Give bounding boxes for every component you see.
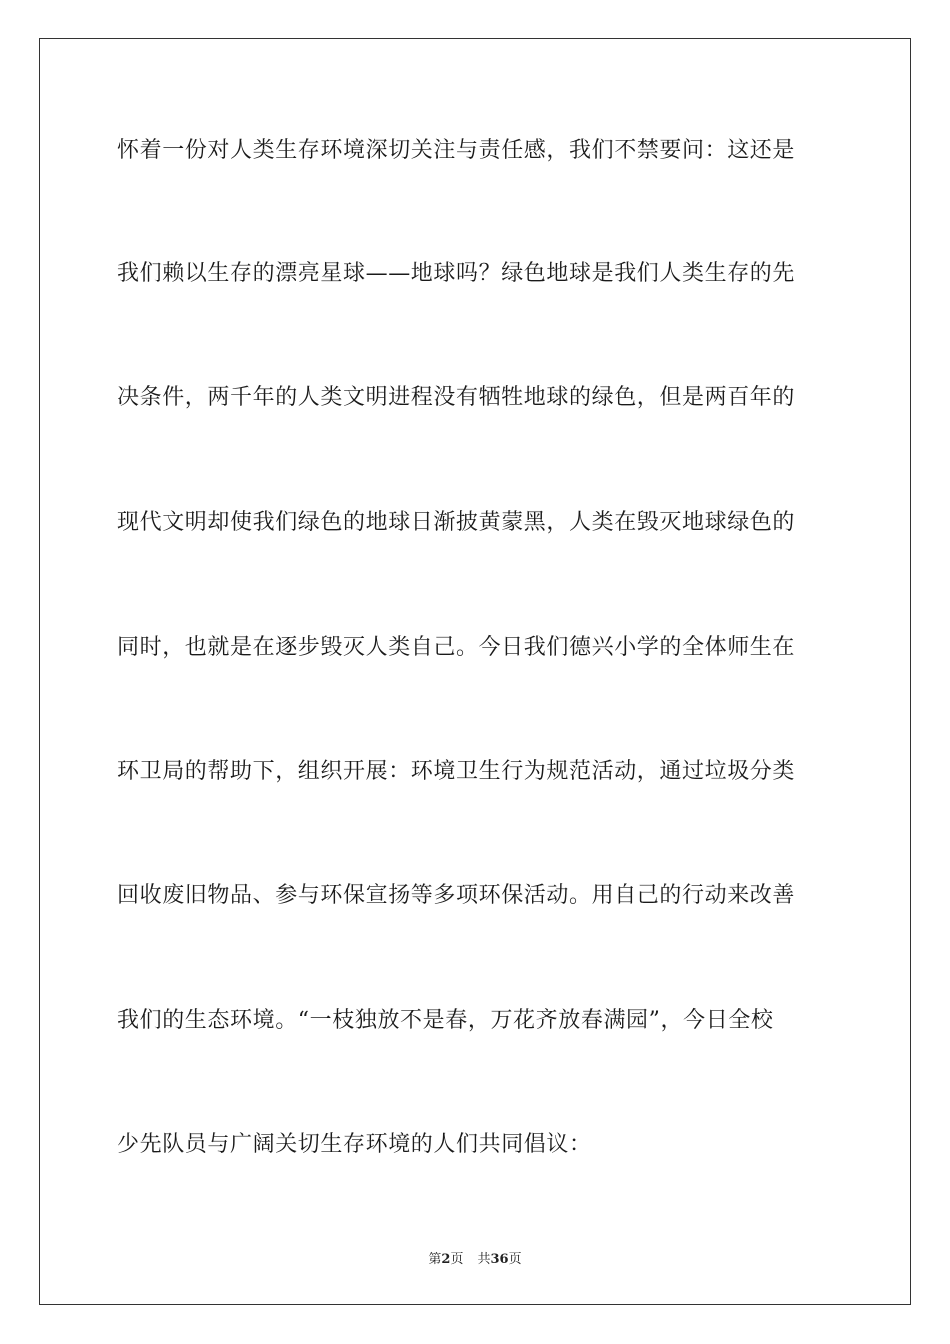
total-prefix: 共 xyxy=(477,1252,491,1267)
text-line: 回收废旧物品、参与环保宣扬等多项环保活动。用自己的行动来改善 xyxy=(117,883,796,908)
page-suffix: 页 xyxy=(450,1252,464,1267)
page-border xyxy=(39,38,911,1305)
text-line: 我们的生态环境。“一枝独放不是春，万花齐放春满园”，今日全校 xyxy=(117,1008,774,1033)
page-prefix: 第 xyxy=(428,1252,442,1267)
text-line: 我们赖以生存的漂亮星球——地球吗？绿色地球是我们人类生存的先 xyxy=(117,261,796,286)
page-number: 2 xyxy=(441,1252,451,1267)
page-footer xyxy=(0,1248,950,1267)
total-pages: 36 xyxy=(490,1252,509,1267)
text-line: 环卫局的帮助下，组织开展：环境卫生行为规范活动，通过垃圾分类 xyxy=(117,759,796,784)
text-line: 决条件，两千年的人类文明进程没有牺牲地球的绿色，但是两百年的 xyxy=(117,385,796,410)
text-line: 现代文明却使我们绿色的地球日渐披黄蒙黑，人类在毁灭地球绿色的 xyxy=(117,510,796,535)
text-line: 同时，也就是在逐步毁灭人类自己。今日我们德兴小学的全体师生在 xyxy=(117,635,796,660)
text-line: 怀着一份对人类生存环境深切关注与责任感，我们不禁要问：这还是 xyxy=(117,138,796,163)
text-line: 少先队员与广阔关切生存环境的人们共同倡议： xyxy=(117,1132,592,1157)
total-suffix: 页 xyxy=(508,1252,522,1267)
